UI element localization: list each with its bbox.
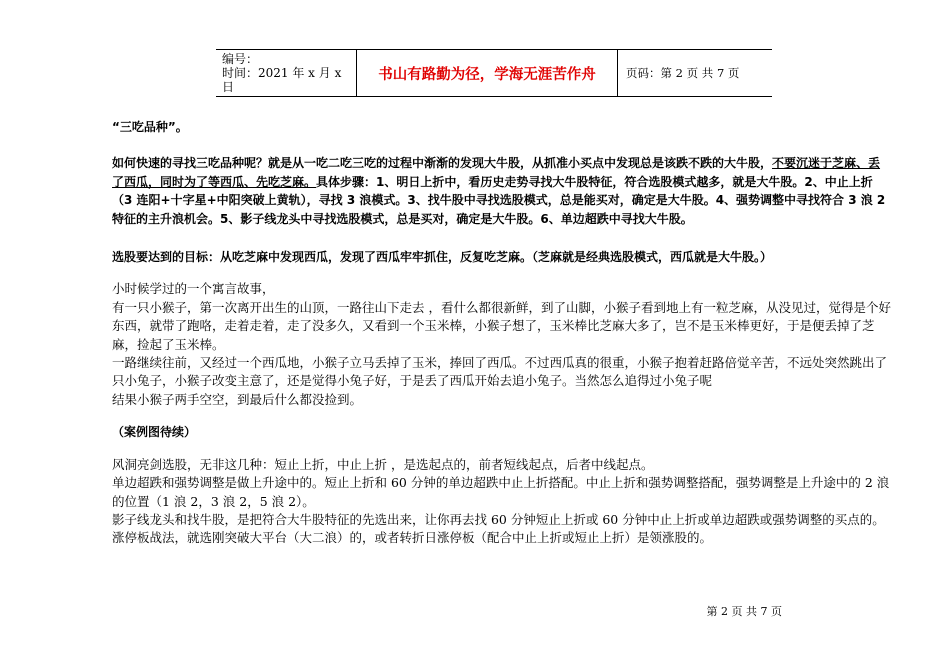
steps-list: 具体步骤：1、明日上折中，看历史走势寻找大牛股特征，符合选股模式越多，就是大牛股。2、中止上折（3 连阳+十字星+中阳突破上黄轨），寻找 3 浪模式。3、找牛股中寻找选股模式，总是能买对，确定是大牛股。4、强势调整中寻找符合 3 浪 2 特征的主升浪机会。5、影子线龙头中寻找选股模式，总是买对，确定是大牛股。6、单边超跌中寻找大牛股。 xyxy=(112,174,886,226)
method-paragraph-1: 风洞亮剑选股，无非这几种：短止上折，中止上折 ，是选起点的，前者短线起点，后者中线起点。 xyxy=(112,456,654,472)
page-footer: 第 2 页 共 7 页 xyxy=(706,605,782,618)
method-paragraph-2: 单边超跌和强势调整是做上升途中的。短止上折和 60 分钟的单边超跌中止上折搭配。中止上折和强势调整搭配，强势调整是上升途中的 2 浪的位置（1 浪 2，3 浪 2，5 浪 2）。 xyxy=(112,475,890,509)
method-paragraph-3: 影子线龙头和找牛股，是把符合大牛股特征的先选出来，让你再去找 60 分钟短止上折或 60 分钟中止上折或单边超跌或强势调整的买点的。 xyxy=(112,511,885,527)
steps-intro: 如何快速的寻找三吃品种呢？就是从一吃二吃三吃的过程中渐渐的发现大牛股，从抓准小买点中发现总是该跌不跌的大牛股， xyxy=(112,156,773,171)
steps-underlined: 不要沉迷于芝麻、丢了西瓜，同时为了等西瓜、先吃芝麻。 xyxy=(112,156,881,189)
goal-paragraph: 选股要达到的目标：从吃芝麻中发现西瓜，发现了西瓜牢牢抓住，反复吃芝麻。（芝麻就是经典选股模式，西瓜就是大牛股。） xyxy=(112,250,773,265)
header-motto: 书山有路勤为径，学海无涯苦作舟 xyxy=(357,50,618,96)
header-meta xyxy=(216,50,357,96)
method-paragraph-4: 涨停板战法，就选刚突破大平台（大二浪）的，或者转折日涨停板（配合中止上折或短止上折）是领涨股的。 xyxy=(112,530,713,546)
number-label: 编号： xyxy=(222,52,259,66)
section-heading: “三吃品种”。 xyxy=(112,120,188,134)
story-paragraph-1: 有一只小猴子，第一次离开出生的山顶，一路往山下走去 ，看什么都很新鲜，到了山脚，小猴子看到地上有一粒芝麻，从没见过，觉得是个好东西，就带了跑咯，走着走着，走了没多久，又看到一个玉米棒，小猴子想了，玉米棒比芝麻大多了，岂不是玉米棒更好，于是便丢掉了芝麻，捡起了玉米棒。 xyxy=(112,299,891,352)
document-body xyxy=(112,118,892,548)
story-paragraph-3: 结果小猴子两手空空，到最后什么都没捡到。 xyxy=(112,391,363,407)
header-page-label: 页码：第 2 页 共 7 页 xyxy=(626,66,740,80)
story-paragraph-2: 一路继续往前，又经过一个西瓜地，小猴子立马丢掉了玉米，捧回了西瓜。不过西瓜真的很重，小猴子抱着赶路倍觉辛苦，不远处突然跳出了只小兔子，小猴子改变主意了，还是觉得小兔子好，于是丢了西瓜开始去追小兔子。当然怎么追得过小兔子呢 xyxy=(112,355,888,389)
steps-paragraph xyxy=(112,154,892,228)
page-header xyxy=(216,49,772,97)
story-intro: 小时候学过的一个寓言故事， xyxy=(112,281,275,297)
case-note: （案例图待续） xyxy=(112,425,197,440)
time-label: 时间：2021 年 x 月 x 日 xyxy=(222,66,342,94)
